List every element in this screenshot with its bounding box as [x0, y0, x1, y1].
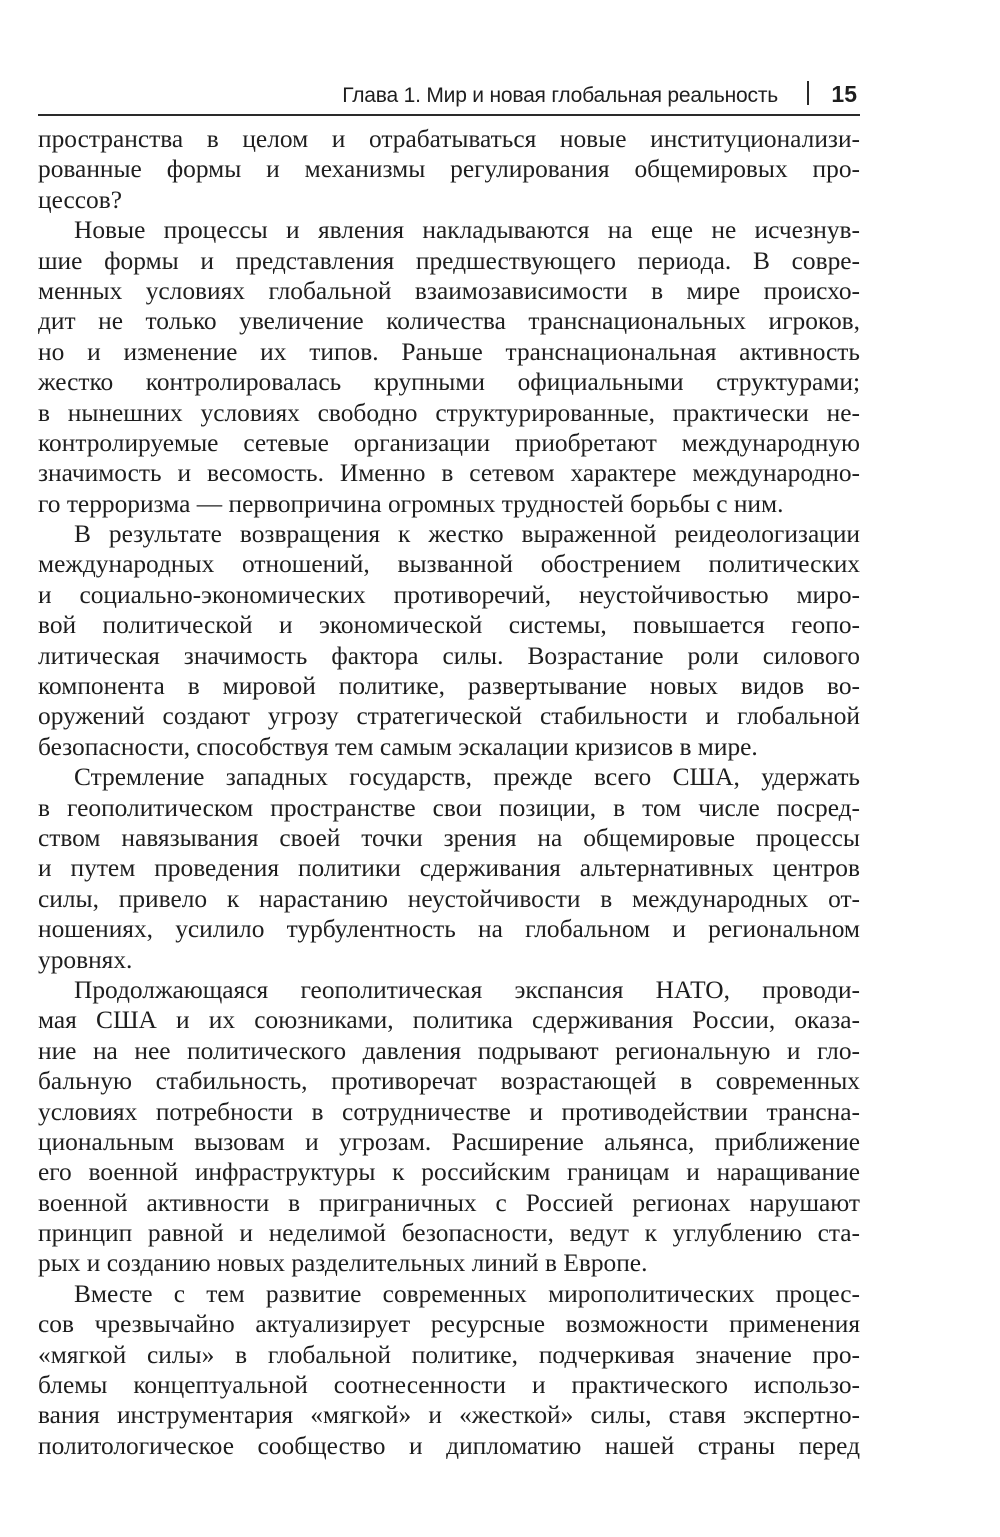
text-line: силы, привело к нарастанию неустойчивости в международных от- — [38, 884, 860, 913]
text-line: международных отношений, вызванной обострением политических — [38, 550, 860, 579]
text-line: значимость и весомость. Именно в сетевом характере международно- — [38, 459, 860, 488]
text-line: «мягкой силы» в глобальной политике, подчеркивая значение про- — [38, 1340, 860, 1369]
text-line: рованные формы и механизмы регулирования общемировых про- — [38, 155, 860, 184]
text-line: военной активности в приграничных с Россией регионах нарушают — [38, 1188, 860, 1217]
text-line: мая США и их союзниками, политика сдерживания России, оказа- — [38, 1006, 860, 1035]
text-line: го терроризма — первопричина огромных трудностей борьбы с ним. — [38, 489, 784, 518]
text-line: жестко контролировалась крупными официальными структурами; — [38, 368, 860, 397]
text-line: безопасности, способствуя тем самым эскалации кризисов в мире. — [38, 732, 758, 761]
text-line: шие формы и представления предшествующего периода. В совре- — [38, 246, 860, 275]
text-line: Новые процессы и явления накладываются на еще не исчезнув- — [74, 216, 860, 245]
text-line: литическая значимость фактора силы. Возрастание роли силового — [38, 641, 860, 670]
text-line: В результате возвращения к жестко выраженной реидеологизации — [74, 520, 860, 549]
text-line: ношениях, усилило турбулентность на глобальном и региональном — [38, 915, 860, 944]
text-line: ством навязывания своей точки зрения на общемировые процессы — [38, 823, 860, 852]
text-line: принцип равной и неделимой безопасности, ведут к углублению ста- — [38, 1219, 860, 1248]
text-line: дит не только увеличение количества транснациональных игроков, — [38, 307, 860, 336]
text-line: условиях потребности в сотрудничестве и противодействии трансна- — [38, 1097, 860, 1126]
text-line: менных условиях глобальной взаимозависимости в мире происхо- — [38, 276, 860, 305]
text-line: блемы концептуальной соотнесенности и практического использо- — [38, 1371, 860, 1400]
running-header — [38, 72, 860, 116]
text-line: Продолжающаяся геополитическая экспансия НАТО, проводи- — [74, 975, 860, 1004]
chapter-title: Глава 1. Мир и новая глобальная реальность — [342, 84, 778, 107]
text-line: но и изменение их типов. Раньше транснациональная активность — [38, 337, 860, 366]
text-line: в нынешних условиях свободно структурированные, практически не- — [38, 398, 860, 427]
text-line: контролируемые сетевые организации приобретают международную — [38, 428, 860, 457]
text-line: рых и созданию новых разделительных линий в Европе. — [38, 1249, 648, 1278]
header-separator — [807, 81, 809, 105]
text-line: бальную стабильность, противоречат возрастающей в современных — [38, 1067, 860, 1096]
text-line: вой политической и экономической системы, повышается геопо- — [38, 611, 860, 640]
text-line: Стремление западных государств, прежде всего США, удержать — [74, 763, 860, 792]
text-line: пространства в целом и отрабатываться новые институционализи- — [38, 125, 860, 153]
text-line: в геополитическом пространстве свои позиции, в том числе посред- — [38, 793, 860, 822]
page-number: 15 — [831, 81, 857, 107]
text-line: политологическое сообщество и дипломатию нашей страны перед — [38, 1431, 860, 1460]
text-line: и социально-экономических противоречий, неустойчивостью миро- — [38, 580, 860, 609]
text-line: сов чрезвычайно актуализирует ресурсные возможности применения — [38, 1310, 860, 1339]
text-line: уровнях. — [38, 945, 133, 974]
text-line: оружений создают угрозу стратегической стабильности и глобальной — [38, 702, 860, 731]
text-line: циональным вызовам и угрозам. Расширение альянса, приближение — [38, 1127, 860, 1156]
text-line: и путем проведения политики сдерживания альтернативных центров — [38, 854, 860, 883]
text-line: Вместе с тем развитие современных мирополитических процес- — [74, 1279, 860, 1308]
text-line: его военной инфраструктуры к российским границам и наращивание — [38, 1158, 860, 1187]
text-line: компонента в мировой политике, развертывание новых видов во- — [38, 672, 860, 701]
text-line: ние на нее политического давления подрывают региональную и гло- — [38, 1036, 860, 1065]
text-line: вания инструментария «мягкой» и «жесткой» силы, ставя экспертно- — [38, 1401, 860, 1430]
text-line: цессов? — [38, 185, 122, 214]
body-text — [38, 124, 860, 1461]
